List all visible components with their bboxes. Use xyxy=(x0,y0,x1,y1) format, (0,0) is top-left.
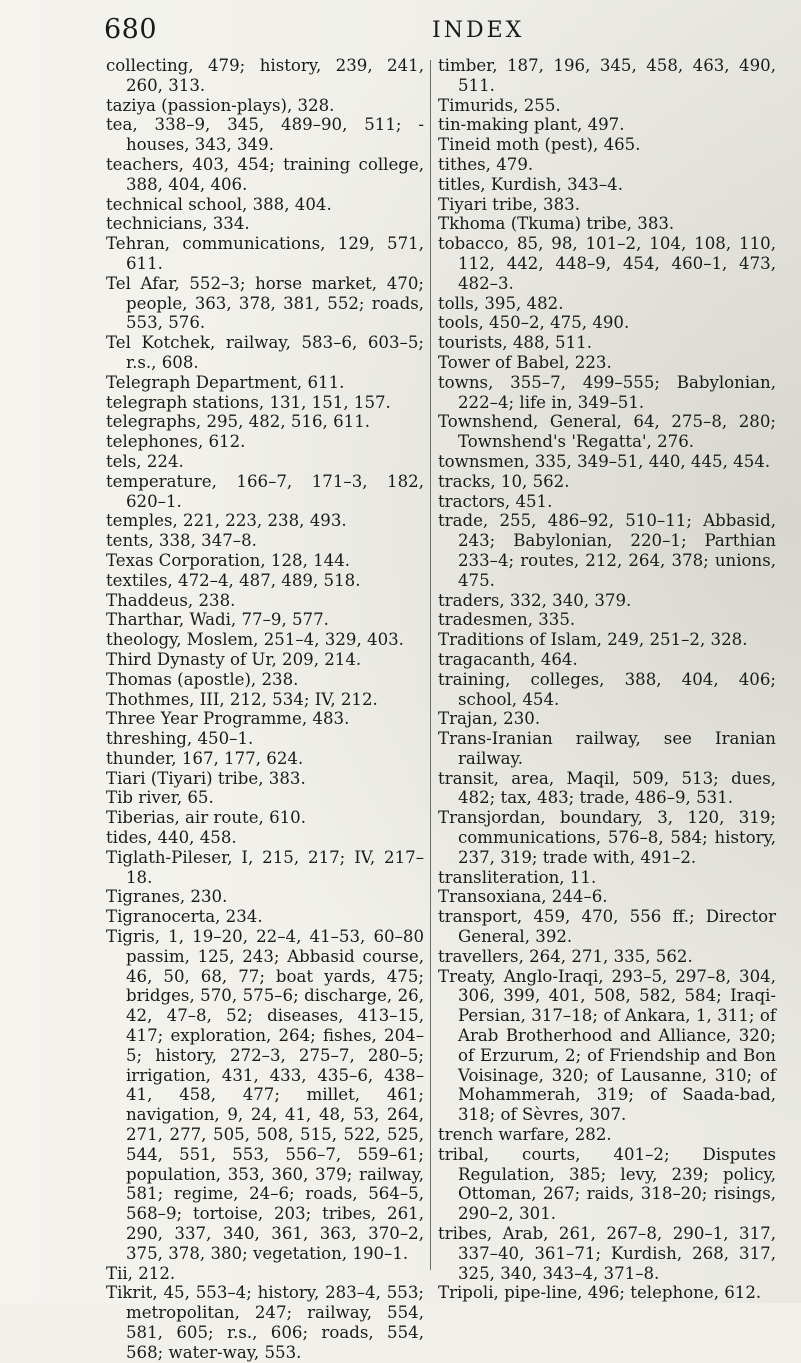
index-column-left xyxy=(106,56,424,1363)
index-entry: timber, 187, 196, 345, 458, 463, 490, 511. xyxy=(438,56,776,95)
index-entry: Timurids, 255. xyxy=(438,95,561,115)
index-entry: tea, 338–9, 345, 489–90, 511; -houses, 343, 349. xyxy=(106,115,424,155)
page-number: 680 xyxy=(104,14,158,45)
index-entry: Trans-Iranian railway, see Iranian railway. xyxy=(438,729,776,768)
index-entry: technical school, 388, 404. xyxy=(106,194,332,214)
index-entry: telegraph stations, 131, 151, 157. xyxy=(106,392,391,412)
index-entry: titles, Kurdish, 343–4. xyxy=(438,174,623,194)
index-entry: Third Dynasty of Ur, 209, 214. xyxy=(106,649,362,669)
index-entry: temples, 221, 223, 238, 493. xyxy=(106,511,347,531)
index-entry: Trajan, 230. xyxy=(438,709,541,729)
index-entry: Thothmes, III, 212, 534; IV, 212. xyxy=(106,689,378,709)
index-entry: tribal, courts, 401–2; Disputes Regulation, 385; levy, 239; policy, Ottoman, 267; raids, 318–20; risings, 290–2, 301. xyxy=(438,1144,776,1224)
index-entry: Tiberias, air route, 610. xyxy=(106,808,307,828)
index-entry: threshing, 450–1. xyxy=(106,729,254,749)
index-entry: Texas Corporation, 128, 144. xyxy=(106,550,351,570)
index-entry: Townshend, General, 64, 275–8, 280; Townshend's 'Regatta', 276. xyxy=(438,412,776,452)
index-entry: tents, 338, 347–8. xyxy=(106,531,257,551)
index-entry: tides, 440, 458. xyxy=(106,828,237,848)
index-entry: Traditions of Islam, 249, 251–2, 328. xyxy=(438,630,748,650)
index-entry: Tigranocerta, 234. xyxy=(106,907,263,927)
index-entry: Tigris, 1, 19–20, 22–4, 41–53, 60–80 passim, 125, 243; Abbasid course, 46, 50, 68, 77; boat yards, 475; bridges, 570, 575–6; discharge, 26, 42, 47–8, 52; diseases, 413–15, 417; exploration, 264; fishes, 204–5; history, 272–3, 275–7, 280–5; irrigation, 431, 433, 435–6, 438–41, 458, 477; millet, 461; navigation, 9, 24, 41, 48, 53, 264, 271, 277, 505, 508, 515, 522, 525, 544, 551, 553, 556–7, 559–61; population, 353, 360, 379; railway, 581; regime, 24–6; roads, 564–5, 568–9; tortoise, 203; tribes, 261, 290, 337, 340, 361, 363, 370–2, 375, 378, 380; vegetation, 190–1. xyxy=(106,927,424,1263)
running-head: INDEX xyxy=(432,18,525,43)
index-entry: Tineid moth (pest), 465. xyxy=(438,135,641,155)
index-entry: tolls, 395, 482. xyxy=(438,293,564,313)
index-entry: tin-making plant, 497. xyxy=(438,115,625,135)
index-entry: trade, 255, 486–92, 510–11; Abbasid, 243; Babylonian, 220–1; Parthian 233–4; routes, 212, 264, 378; unions, 475. xyxy=(438,511,776,590)
index-entry: training, colleges, 388, 404, 406; school, 454. xyxy=(438,669,776,709)
index-entry: tools, 450–2, 475, 490. xyxy=(438,313,630,333)
index-entry: textiles, 472–4, 487, 489, 518. xyxy=(106,570,361,590)
index-entry: tragacanth, 464. xyxy=(438,649,578,669)
index-column-right xyxy=(438,56,776,1303)
index-entry: Tiari (Tiyari) tribe, 383. xyxy=(106,768,306,788)
index-entry: tels, 224. xyxy=(106,451,184,471)
index-entry: Tkhoma (Tkuma) tribe, 383. xyxy=(438,214,675,234)
index-entry: collecting, 479; history, 239, 241, 260, 313. xyxy=(106,56,424,95)
index-entry: tourists, 488, 511. xyxy=(438,333,593,353)
index-entry: tractors, 451. xyxy=(438,491,553,511)
index-entry: Tehran, communications, 129, 571, 611. xyxy=(106,234,424,273)
index-entry: Tikrit, 45, 553–4; history, 283–4, 553; metropolitan, 247; railway, 554, 581, 605; r.s., 606; roads, 554, 568; water-way, 553. xyxy=(106,1283,424,1362)
index-entry: telephones, 612. xyxy=(106,432,246,452)
index-entry: transit, area, Maqil, 509, 513; dues, 482; tax, 483; trade, 486–9, 531. xyxy=(438,768,776,808)
page-header xyxy=(0,14,801,54)
index-entry: Telegraph Department, 611. xyxy=(106,372,345,392)
index-entry: temperature, 166–7, 171–3, 182, 620–1. xyxy=(106,471,424,511)
index-entry: towns, 355–7, 499–555; Babylonian, 222–4; life in, 349–51. xyxy=(438,372,776,412)
index-entry: traders, 332, 340, 379. xyxy=(438,590,632,610)
index-entry: Thaddeus, 238. xyxy=(106,590,236,610)
column-divider xyxy=(430,60,431,1270)
index-entry: Tiyari tribe, 383. xyxy=(438,194,581,214)
index-entry: taziya (passion-plays), 328. xyxy=(106,95,335,115)
index-entry: tribes, Arab, 261, 267–8, 290–1, 317, 337–40, 361–71; Kurdish, 268, 317, 325, 340, 343–4, 371–8. xyxy=(438,1224,776,1283)
index-entry: Tib river, 65. xyxy=(106,788,214,808)
index-entry: Transoxiana, 244–6. xyxy=(438,887,608,907)
index-entry: Tigranes, 230. xyxy=(106,887,228,907)
index-entry: Tripoli, pipe-line, 496; telephone, 612. xyxy=(438,1283,762,1303)
index-entry: transliteration, 11. xyxy=(438,867,597,887)
index-entry: townsmen, 335, 349–51, 440, 445, 454. xyxy=(438,451,771,471)
index-entry: Tii, 212. xyxy=(106,1263,176,1283)
index-entry: travellers, 264, 271, 335, 562. xyxy=(438,946,693,966)
index-entry: transport, 459, 470, 556 ff.; Director General, 392. xyxy=(438,907,776,947)
index-entry: Tiglath-Pileser, I, 215, 217; IV, 217–18. xyxy=(106,847,424,887)
index-entry: Tel Afar, 552–3; horse market, 470; people, 363, 378, 381, 552; roads, 553, 576. xyxy=(106,273,424,333)
index-entry: Tel Kotchek, railway, 583–6, 603–5; r.s., 608. xyxy=(106,333,424,372)
index-entry: Three Year Programme, 483. xyxy=(106,709,350,729)
index-entry: tithes, 479. xyxy=(438,154,534,174)
index-entry: Tharthar, Wadi, 77–9, 577. xyxy=(106,610,329,630)
index-entry: tradesmen, 335. xyxy=(438,610,576,630)
index-entry: Treaty, Anglo-Iraqi, 293–5, 297–8, 304, 306, 399, 401, 508, 582, 584; Iraqi-Persian, 317–18; of Ankara, 1, 311; of Arab Brotherhood and Alliance, 320; of Erzurum, 2; of Friendship and Bon Voisinage, 320; of Lausanne, 310; of Mohammerah, 319; of Saada-bad, 318; of Sèvres, 307. xyxy=(438,966,776,1125)
index-entry: teachers, 403, 454; training college, 388, 404, 406. xyxy=(106,154,424,194)
index-entry: Tower of Babel, 223. xyxy=(438,352,612,372)
index-entry: theology, Moslem, 251–4, 329, 403. xyxy=(106,630,404,650)
index-entry: thunder, 167, 177, 624. xyxy=(106,748,304,768)
index-entry: Transjordan, boundary, 3, 120, 319; communications, 576–8, 584; history, 237, 319; trade with, 491–2. xyxy=(438,808,776,867)
index-entry: tracks, 10, 562. xyxy=(438,471,570,491)
index-entry: telegraphs, 295, 482, 516, 611. xyxy=(106,412,371,432)
index-entry: tobacco, 85, 98, 101–2, 104, 108, 110, 112, 442, 448–9, 454, 460–1, 473, 482–3. xyxy=(438,234,776,293)
index-entry: technicians, 334. xyxy=(106,214,250,234)
index-entry: trench warfare, 282. xyxy=(438,1125,612,1145)
index-entry: Thomas (apostle), 238. xyxy=(106,669,299,689)
